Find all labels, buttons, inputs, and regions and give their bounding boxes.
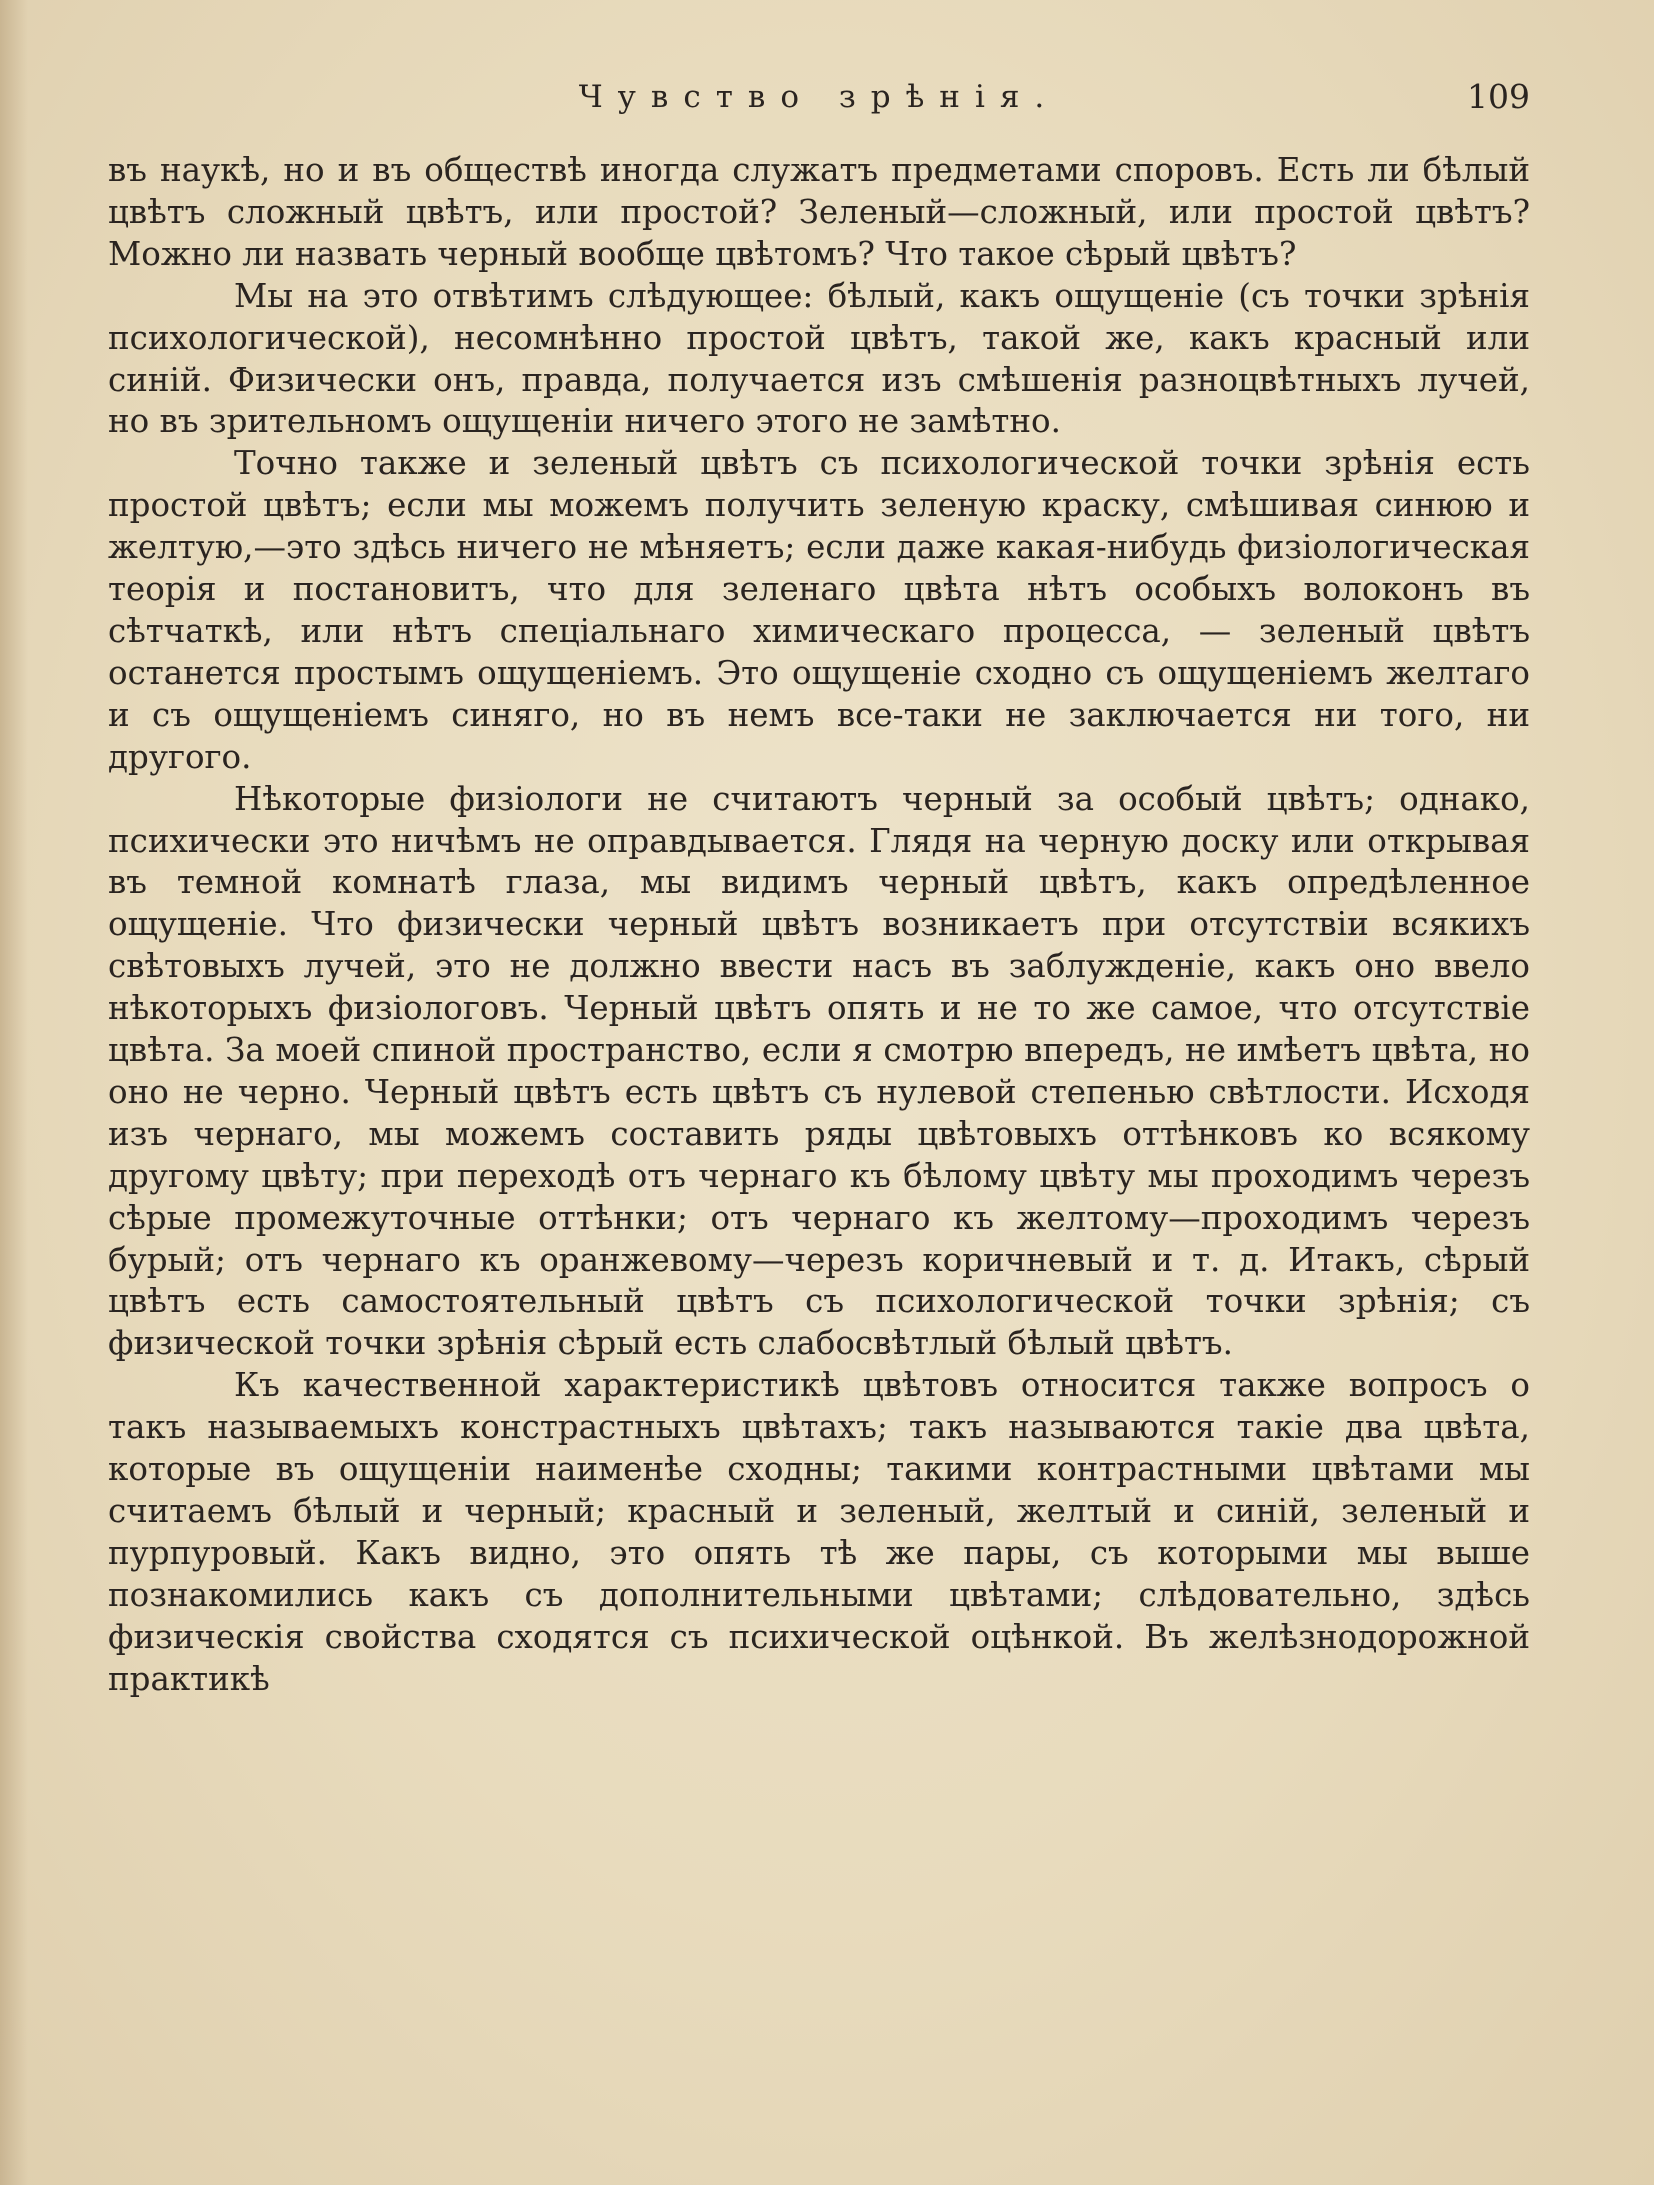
paragraph-4: Нѣкоторые физіологи не считаютъ черный за особый цвѣтъ; однако, психически это ничѣмъ не оправдывается. Глядя на черную доску или открывая въ темной комнатѣ глаза, мы видимъ черный цвѣтъ, какъ опредѣленное ощущеніе. Что физически черный цвѣтъ возникаетъ при отсутствіи всякихъ свѣтовыхъ лучей, это не должно ввести насъ въ заблужденіе, какъ оно ввело нѣкоторыхъ физіологовъ. Черный цвѣтъ опять и не то же самое, что отсутствіе цвѣта. За моей спиной пространство, если я смотрю впередъ, не имѣетъ цвѣта, но оно не черно. Черный цвѣтъ есть цвѣтъ съ нулевой степенью свѣтлости. Исходя изъ чернаго, мы можемъ составить ряды цвѣтовыхъ оттѣнковъ ко всякому другому цвѣту; при переходѣ отъ чернаго къ бѣлому цвѣту мы проходимъ черезъ сѣрые промежуточные оттѣнки; отъ чернаго къ желтому—проходимъ черезъ бурый; отъ чернаго къ оранжевому—черезъ коричневый и т. д. Итакъ, сѣрый цвѣтъ есть самостоятельный цвѣтъ съ психологической точки зрѣнія; съ физической точки зрѣнія сѣрый есть слабосвѣтлый бѣлый цвѣтъ. (108, 779, 1530, 1363)
running-title: Чувство зрѣнія. (578, 79, 1060, 115)
body-text (108, 150, 1530, 1701)
page-header (108, 74, 1530, 120)
paragraph-1: въ наукѣ, но и въ обществѣ иногда служатъ предметами споровъ. Есть ли бѣлый цвѣтъ сложный цвѣтъ, или простой? Зеленый—сложный, или простой цвѣтъ? Можно ли назвать черный вообще цвѣтомъ? Что такое сѣрый цвѣтъ? (108, 151, 1530, 273)
page-number: 109 (1467, 77, 1530, 116)
paragraph-5: Къ качественной характеристикѣ цвѣтовъ относится также вопросъ о такъ называемыхъ констрастныхъ цвѣтахъ; такъ называются такіе два цвѣта, которые въ ощущеніи наименѣе сходны; такими контрастными цвѣтами мы считаемъ бѣлый и черный; красный и зеленый, желтый и синій, зеленый и пурпуровый. Какъ видно, это опять тѣ же пары, съ которыми мы выше познакомились какъ съ дополнительными цвѣтами; слѣдовательно, здѣсь физическія свойства сходятся съ психической оцѣнкой. Въ желѣзнодорожной практикѣ (108, 1366, 1530, 1698)
page-edge-shadow (0, 0, 28, 2185)
paragraph-2: Мы на это отвѣтимъ слѣдующее: бѣлый, какъ ощущеніе (съ точки зрѣнія психологической), несомнѣнно простой цвѣтъ, такой же, какъ красный или синій. Физически онъ, правда, получается изъ смѣшенія разноцвѣтныхъ лучей, но въ зрительномъ ощущеніи ничего этого не замѣтно. (108, 276, 1530, 441)
paragraph-3: Точно также и зеленый цвѣтъ съ психологической точки зрѣнія есть простой цвѣтъ; если мы можемъ получить зеленую краску, смѣшивая синюю и желтую,—это здѣсь ничего не мѣняетъ; если даже какая-нибудь физіологическая теорія и постановитъ, что для зеленаго цвѣта нѣтъ особыхъ волоконъ въ сѣтчаткѣ, или нѣтъ спеціальнаго химическаго процесса, — зеленый цвѣтъ останется простымъ ощущеніемъ. Это ощущеніе сходно съ ощущеніемъ желтаго и съ ощущеніемъ синяго, но въ немъ все-таки не заключается ни того, ни другого. (108, 444, 1530, 776)
